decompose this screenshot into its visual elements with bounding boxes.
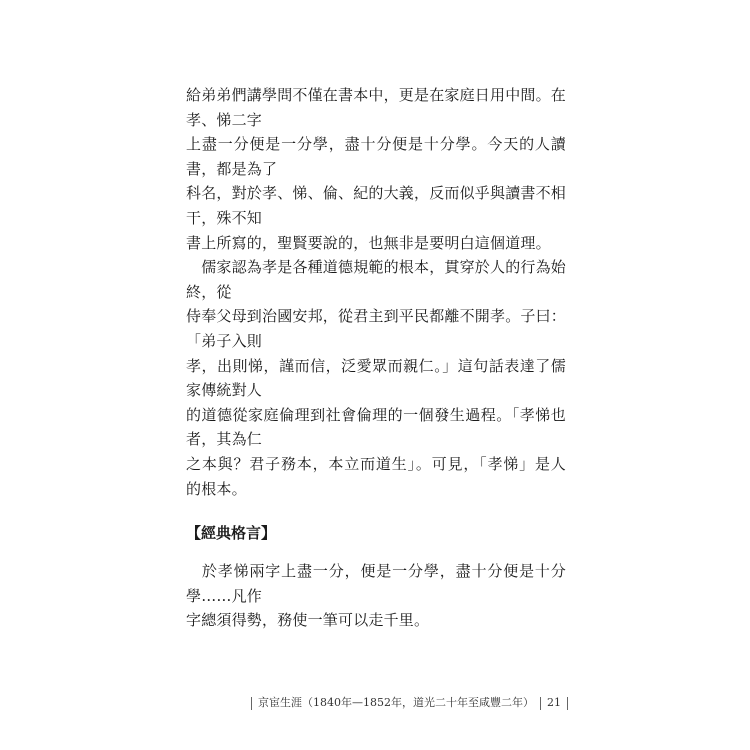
body-text — [186, 83, 566, 633]
classic-quote: 於孝悌兩字上盡一分，便是一分學，盡十分便是十分學……凡作 字總須得勢，務使一筆可以走千里。 — [186, 562, 566, 630]
section-heading: 【經典格言】 — [186, 524, 277, 543]
paragraph-1: 給弟弟們講學問不僅在書本中，更是在家庭日用中間。在孝、悌二字 上盡一分便是一分學，盡十分便是十分學。今天的人讀書，都是為了 科名，對於孝、悌、倫、紀的大義，反而似乎與讀書不相干，殊不知 書上所寫的，聖賢要說的，也無非是要明白這個道理。 — [186, 86, 567, 252]
page-footer — [245, 695, 574, 711]
page-number: 21 — [547, 696, 561, 709]
footer-divider-left — [251, 697, 252, 710]
footer-divider-middle — [540, 697, 541, 710]
paragraph-2: 儒家認為孝是各種道德規範的根本，貫穿於人的行為始終，從 侍奉父母到治國安邦，從君主到平民都離不開孝。子曰：「弟子入則 孝，出則悌，謹而信，泛愛眾而親仁。」這句話表達了儒家傳統對人 的道德從家庭倫理到社會倫理的一個發生過程。「孝悌也者，其為仁 之本與？君子務本，本立而道生」。可見，「孝悌」是人的根本。 — [186, 258, 567, 498]
footer-divider-right — [567, 697, 568, 710]
running-title: 京宦生涯（1840年—1852年，道光二十年至咸豐二年） — [258, 696, 534, 709]
